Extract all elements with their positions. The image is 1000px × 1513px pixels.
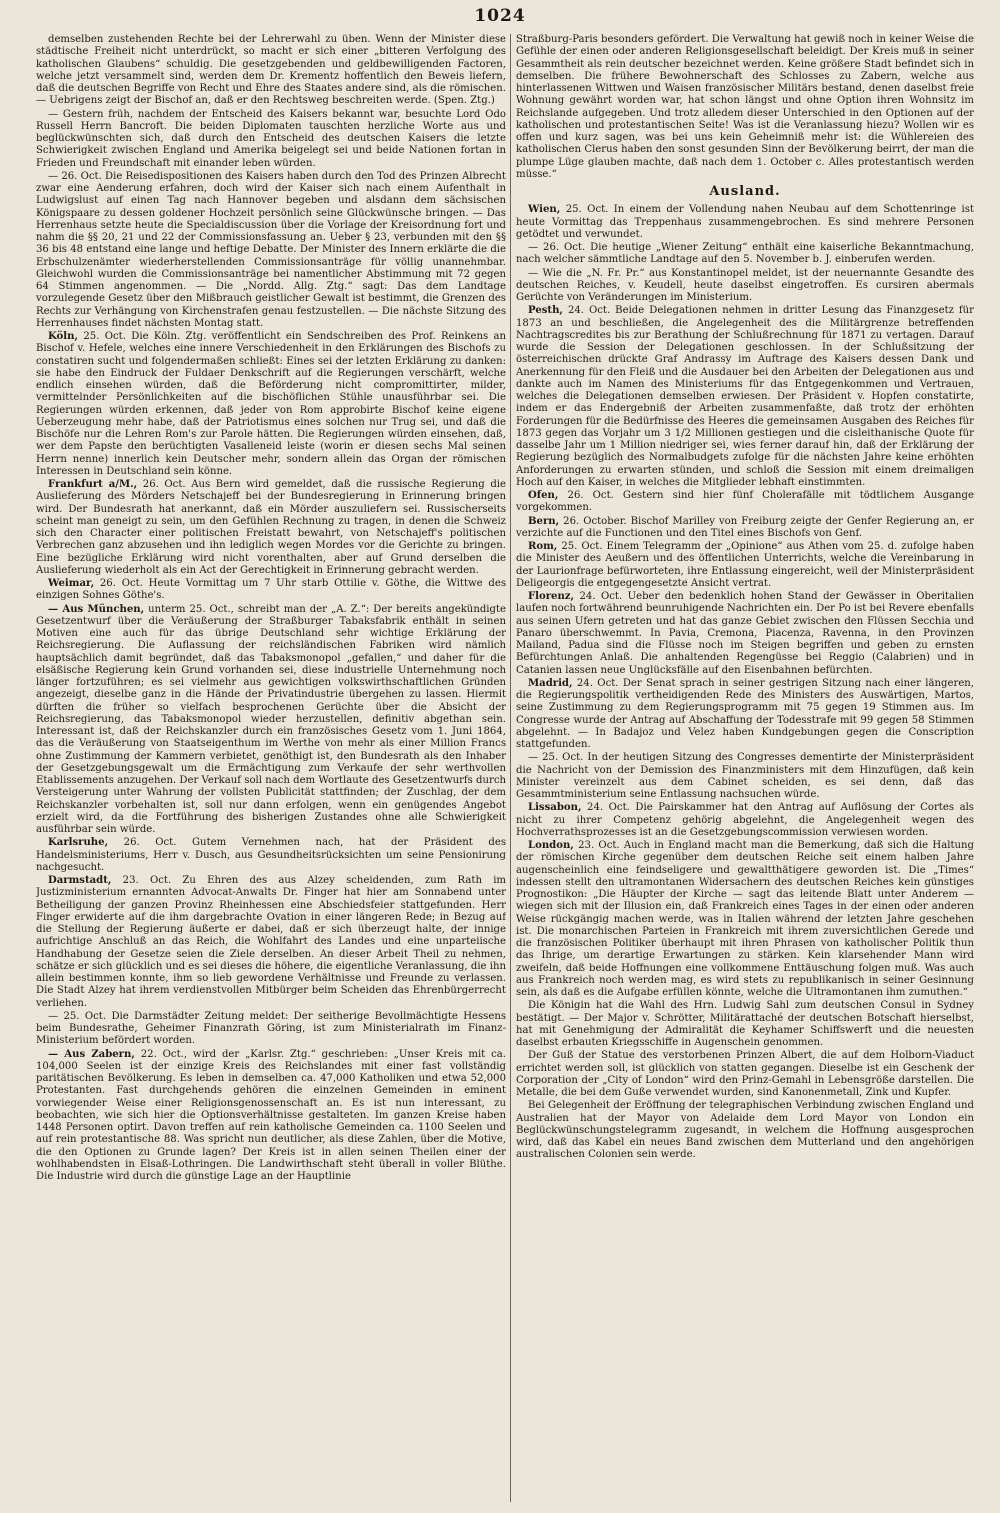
article-text: — 26. Oct. Die heutige „Wiener Zeitung“ enthält eine kaiserliche Bekanntmachung, nach welcher sämmtliche Landtage auf den 5. November b. J. einberufen werden. <box>516 242 974 266</box>
right-column <box>516 34 974 1502</box>
article-text: — 26. Oct. Die Reisedispositionen des Kaisers haben durch den Tod des Prinzen Albrecht zwar eine Aenderung erfahren, doch wird der Kaiser sich nach einem Aufenthalt in Ludwigslust auf einen Tag nach Hannover begeben und alsdann dem sächsischen Königspaare zu dessen goldener Hochzeit persönlich seine Glückwünsche bringen. — Das Herrenhaus setzte heute die Specialdiscussion über die Vorlage der Kreisordnung fort und nahm die §§ 20, 21 und 22 der Commissionsfassung an. Ueber § 23, verbunden mit den §§ 36 bis 48 entstand eine lange und heftige Debatte. Der Minister des Innern erklärte die die Erbschulzenämter wiederherstellenden Commissionsanträge für völlig unannehmbar. Gleichwohl wurden die Commissionsanträge bei namentlicher Abstimmung mit 72 gegen 64 Stimmen angenommen. — Die „Nordd. Allg. Ztg.“ sagt: Das dem Landtage vorzulegende Gesetz über den Mißbrauch geistlicher Gewalt ist bestimmt, die Grenzen des Rechts zur Verhängung von Kirchenstrafen genau festzustellen. — Die nächste Sitzung des Herrenhauses findet nächsten Montag statt. <box>36 170 506 329</box>
article-paragraph <box>516 591 974 677</box>
dateline: Köln, <box>48 331 78 342</box>
article-paragraph <box>516 1000 974 1049</box>
article-text: Der Guß der Statue des verstorbenen Prinzen Albert, die auf dem Holborn-Viaduct errichtet werden soll, ist glücklich von statten gegangen. Dieselbe ist ein Geschenk der Corporation der „City of London“ wird den Prinz-Gemahl in Lebensgröße darstellen. Die Metalle, die bei dem Guße verwendet wurden, sind Kanonenmetall, Zink und Kupfer. <box>516 1050 974 1098</box>
article-paragraph <box>36 171 506 330</box>
article-text: — 25. Oct. In der heutigen Sitzung des Congresses dementirte der Ministerpräsident die Nachricht von der Demission des Finanzministers mit dem Hinzufügen, daß kein Minister vereinzelt aus dem Cabinet scheiden, es sei denn, daß das Gesammtministerium seine Entlassung nachsuchen würde. <box>516 752 974 800</box>
dateline: Madrid, <box>528 677 573 689</box>
article-paragraph <box>516 490 974 515</box>
article-paragraph <box>36 875 506 1010</box>
article-paragraph <box>516 242 974 267</box>
article-paragraph <box>516 204 974 241</box>
dateline: Weimar, <box>48 578 95 589</box>
article-paragraph <box>36 34 506 108</box>
article-text: 24. Oct. Ueber den bedenklich hohen Stand der Gewässer in Oberitalien laufen noch fortwährend beunruhigende Nachrichten ein. Der Po ist bei Revere ebenfalls aus seinen Ufern getreten und hat das ganze Gebiet zwischen den Flüssen Secchia und Panaro überschwemmt. In Pavia, Cremona, Piacenza, Ravenna, in den Provinzen Mailand, Padua sind die Flüsse noch im Steigen begriffen und geben zu ernsten Befürchtungen Anlaß. Die anhaltenden Regengüsse bei Reggio (Calabrien) und in Catanien lassen neue Unglücksfälle auf den Eisenbahnen befürchten. <box>516 591 974 676</box>
article-paragraph <box>516 840 974 999</box>
article-paragraph <box>516 1100 974 1161</box>
column-divider <box>510 34 511 1502</box>
article-paragraph <box>36 479 506 577</box>
dateline: Frankfurt a/M., <box>48 479 138 490</box>
left-column <box>36 34 506 1502</box>
article-text: Bei Gelegenheit der Eröffnung der telegraphischen Verbindung zwischen England und Australien hat der Mayor von Adelaide dem Lord Mayor von London ein Beglückwünschungstelegramm zugesandt, in welchem die Hoffnung ausgesprochen wird, daß das Kabel ein neues Band zwischen dem Mutterland und den angehörigen australischen Colonien sein werde. <box>516 1100 974 1161</box>
article-text: 24. Oct. Der Senat sprach in seiner gestrigen Sitzung nach einer längeren, die Regierungspolitik vertheidigenden Rede des Ministers des Auswärtigen, Martos, seine Zustimmung zu dem Regierungsprogramm mit 75 gegen 19 Stimmen aus. Im Congresse wurde der Antrag auf Abschaffung der Todesstrafe mit 99 gegen 58 Stimmen abgelehnt. — In Badajoz und Velez haben Kundgebungen gegen die Conscription stattgefunden. <box>516 677 974 750</box>
article-text: 25. Oct. Die Köln. Ztg. veröffentlicht ein Sendschreiben des Prof. Reinkens an Bischof v. Hefele, welches eine innere Verschiedenheit in den Erklärungen des Bischofs zu constatiren sucht und folgendermaßen schließt: Eines sei der letzten Erklärung zu danken: sie habe den Eindruck der Fuldaer Denkschrift auf die Regierungen verschärft, welche endlich einsehen würden, daß die Beförderung nicht compromittirter, milder, vermittelnder Persönlichkeiten auf die bischöflichen Stühle unausführbar sei. Die Regierungen würden erkennen, daß jeder von Rom approbirte Bischof keine eigene Ueberzeugung mehr habe, daß der Patriotismus eines solchen nur Trug sei, und daß die Bischöfe nur die Lehren Rom's zur Parole hätten. Die Regierungen würden einsehen, daß, wer dem Papste den berüchtigten Vasalleneid leiste (worin er diesen sechs Mal seinen Herrn nenne) innerlich kein Deutscher mehr, sondern allein das Organ der römischen Interessen in Deutschland sein könne. <box>36 331 506 477</box>
article-paragraph <box>36 837 506 874</box>
dateline: — Aus Zabern, <box>48 1048 135 1060</box>
article-paragraph <box>516 305 974 489</box>
article-text: demselben zustehenden Rechte bei der Lehrerwahl zu üben. Wenn der Minister diese städtische Freiheit nicht unterdrückt, so macht er sich einer „bitteren Verfolgung des katholischen Glaubens“ schuldig. Die gesetzgebenden und geldbewilligenden Factoren, welche jetzt versammelt sind, werden dem Dr. Krementz hoffentlich den Beweis liefern, daß die deutschen Begriffe von Recht und Ehre des Staates andere sind, als die römischen. — Uebrigens zeigt der Bischof an, daß er den Rechtsweg beschreiten werde. (Spen. Ztg.) <box>36 34 506 107</box>
dateline: London, <box>528 840 574 851</box>
article-paragraph <box>516 541 974 590</box>
dateline: Wien, <box>528 204 561 216</box>
article-text: 26. Oct. Gutem Vernehmen nach, hat der Präsident des Handelsministeriums, Herr v. Dusch, aus Gesundheitsrücksichten um seine Pensionirung nachgesucht. <box>36 837 506 873</box>
article-text: 24. Oct. Beide Delegationen nehmen in dritter Lesung das Finanzgesetz für 1873 an und beschließen, die Angelegenheit des die Militärgrenze betreffenden Nachtragscredites bis zur Berathung der Schlußrechnung für 1871 zu vertagen. Darauf wurde die Session der Delegationen geschlossen. In der Schlußsitzung der österreichischen drückte Graf Andrassy im Auftrage des Kaisers dessen Dank und Anerkennung für den Fleiß und die Ausdauer bei den Arbeiten der Delegationen aus und dankte auch im Namen des Ministeriums für das Entgegenkommen und Vertrauen, welches die Delegationen demselben erwiesen. Der Präsident v. Hopfen constatirte, indem er das Endergebniß der Arbeiten zusammenfaßte, daß trotz der erhöhten Forderungen für die Bedürfnisse des Heeres die gemeinsamen Ausgaben des Reiches für 1873 gegen das Vorjahr um 3 1/2 Millionen gestiegen und die cisleithanische Quote für dasselbe Jahr um 1 Million niedriger sei, wies ferner darauf hin, daß der Erklärung der Regierung bezüglich des Normalbudgets zufolge für die nächsten Jahre keine erhöhten Anforderungen zu erwarten stünden, und schloß die Session mit einem dreimaligen Hoch auf den Kaiser, in welches die Mitglieder lebhaft einstimmten. <box>516 305 974 488</box>
section-heading-ausland: Ausland. <box>709 184 781 199</box>
article-text: Die Königin hat die Wahl des Hrn. Ludwig Sahl zum deutschen Consul in Sydney bestätigt. — Der Major v. Schrötter, Militärattaché der deutschen Botschaft hierselbst, hat mit Genehmigung der Admiralität die Keyhamer Schiffswerft und die neuesten daselbst erbauten Kriegsschiffe in Augenschein genommen. <box>516 1000 974 1048</box>
article-paragraph <box>36 331 506 478</box>
dateline: Ofen, <box>528 490 559 501</box>
article-paragraph <box>36 604 506 837</box>
article-paragraph <box>36 1049 506 1184</box>
dateline: Bern, <box>528 515 560 527</box>
article-paragraph <box>516 516 974 541</box>
dateline: Pesth, <box>528 305 563 317</box>
article-text: — 25. Oct. Die Darmstädter Zeitung meldet: Der seitherige Bevollmächtigte Hessens beim Bundesrathe, Geheimer Finanzrath Göring, ist zum Ministerialrath im Finanz-Ministerium befördert worden. <box>36 1010 506 1047</box>
article-paragraph <box>516 802 974 839</box>
article-text: 25. Oct. Einem Telegramm der „Opinione“ aus Athen vom 25. d. zufolge haben die Minister des Aeußern und des öffentlichen Unterrichts, welche die Vereinbarung in der Laurionfrage befürworteten, ihre Entlassung eingereicht, weil der Ministerpräsident Deligeorgis die entgegengesetzte Ansicht vertrat. <box>516 541 974 589</box>
article-text: 23. Oct. Auch in England macht man die Bemerkung, daß sich die Haltung der römischen Kirche gegenüber dem deutschen Reiche seit einem halben Jahre augenscheinlich eine feindseligere und gewaltthätigere geworden ist. Die „Times“ indessen stellt den ultramontanen Widersachern des deutschen Reiches kein günstiges Prognostikon: „Die Häupter der Kirche — sagt das leitende Blatt unter Anderem — wiegen sich mit der Illusion ein, daß Frankreich eines Tages in der einen oder anderen Weise rückgängig machen werde, was in Italien während der letzten Jahre geschehen ist. Die monarchischen Parteien in Frankreich mit ihrem zuversichtlichen Gerede und die französischen Politiker überhaupt mit ihren Phrasen von katholischer Politik thun das Ihrige, um derartige Erwartungen zu stärken. Kein klarsehender Mann wird zweifeln, daß beide Hoffnungen eine vollkommene Enttäuschung folgen muß. Was auch aus Frankreich noch werden mag, es wird stets zu republikanisch in seiner Gesinnung sein, als daß es die Aufgabe erfüllen könnte, welche die Ultramontanen ihm zumuthen.“ <box>516 840 974 998</box>
article-text: Straßburg-Paris besonders gefördert. Die Verwaltung hat gewiß noch in keiner Weise die Gefühle der einen oder anderen Religionsgesellschaft beleidigt. Der Kreis muß in seiner Gesammtheit als rein deutscher bezeichnet werden. Keine größere Stadt befindet sich in demselben. Die frühere Bewohnerschaft des Schlosses zu Zabern, welche aus hinterlassenen Wittwen und Waisen französischer Militärs bestand, denen daselbst freie Wohnung gewährt worden war, hat schon längst und ohne Option ihren Wohnsitz im Reichslande aufgegeben. Und trotz alledem dieser Unterschied in den Optionen auf der katholischen und protestantischen Seite! Was ist die Veranlassung hiezu? Wollen wir es offen und kurz sagen, was bei uns kein Geheimniß mehr ist: die Wühlereien des katholischen Clerus haben den sonst gesunden Sinn der Bevölkerung beirrt, der man die plumpe Lüge glauben machte, daß nach dem 1. October c. Alles protestantisch werden müsse.“ <box>516 34 974 180</box>
article-text: 26. Oct. Gestern sind hier fünf Cholerafälle mit tödtlichem Ausgange vorgekommen. <box>516 490 974 514</box>
article-text: 26. Oct. Aus Bern wird gemeldet, daß die russische Regierung die Auslieferung des Mörders Netschajeff bei der Bundesregierung in Erinnerung bringen wird. Der Bundesrath hat anerkannt, daß ein Mörder auszuliefern sei. Russischerseits scheint man geneigt zu sein, um den Gefühlen Rechnung zu tragen, in denen die Schweiz sich den Character einer politischen Freistatt bewahrt, von Netschajeff's politischen Verbrechen ganz abzusehen und ihn lediglich wegen Mordes vor die Gerichte zu bringen. Eine bezügliche Erklärung wird nicht vorenthalten, aber auf Grund derselben die Auslieferung wiederholt als ein Act der Gerechtigkeit in Erinnerung gebracht werden. <box>36 479 506 576</box>
article-paragraph <box>516 1050 974 1099</box>
dateline: Rom, <box>528 541 558 552</box>
article-text: 25. Oct. In einem der Vollendung nahen Neubau auf dem Schottenringe ist heute Vormittag das Treppenhaus zusammengebrochen. Es sind mehrere Personen getödtet und verwundet. <box>516 204 974 240</box>
article-text: 24. Oct. Die Pairskammer hat den Antrag auf Auflösung der Cortes als nicht zu ihrer Competenz gehörig abgelehnt, die Angelegenheit wegen des Hochverrathsprozesses ist an die Gesetzgebungscommission verwiesen worden. <box>516 802 974 838</box>
dateline: Darmstadt, <box>48 875 112 886</box>
article-text: 26. Oct. Heute Vormittag um 7 Uhr starb Ottilie v. Göthe, die Wittwe des einzigen Sohnes Göthe's. <box>36 578 506 602</box>
dateline: Karlsruhe, <box>48 837 109 849</box>
article-paragraph <box>516 268 974 305</box>
article-paragraph <box>36 109 506 170</box>
article-text: unterm 25. Oct., schreibt man der „A. Z.“: Der bereits angekündigte Gesetzentwurf über die Veräußerung der Straßburger Tabaksfabrik enthält in seinen Motiven eine auch für das übrige Deutschland sehr wichtige Erklärung der Reichsregierung. Die Auflassung der reichsländischen Fabriken wird nämlich hauptsächlich damit begründet, daß das Tabaksmonopol „gefallen,“ und daher für die elsäßische Regierung kein Grund vorhanden sei, diese industrielle Unternehmung noch länger fortzuführen; es sei vielmehr aus gewichtigen volkswirthschaftlichen Gründen angezeigt, dieselbe ganz in die Hände der Privatindustrie übergehen zu lassen. Hiermit dürften die früher so vielfach besprochenen Gerüchte über die Absicht der Reichsregierung, das Tabaksmonopol wieder herzustellen, definitiv abgethan sein. Interessant ist, daß der Reichskanzler durch ein französisches Gesetz vom 1. Juni 1864, das die Veräußerung von Staatseigenthum im Werthe von mehr als einer Million Francs ohne Zustimmung der Kammern verbietet, genöthigt ist, den Bundesrath als den Inhaber der Gesetzgebungsgewalt um die Ermächtigung zum Verkaufe der sehr werthvollen Etablissements anzugehen. Der Verkauf soll nach dem Wortlaute des Gesetzentwurfs durch Versteigerung unter Wahrung der vollsten Publicität stattfinden; der Zuschlag, der dem Reichskanzler vorbehalten ist, soll nur dann erfolgen, wenn ein genügendes Angebot erzielt wird, da die Fortführung des bisherigen Zustandes ohne alle Schwierigkeit ausführbar sein würde. <box>36 603 506 835</box>
article-paragraph <box>516 752 974 801</box>
article-text: — Wie die „N. Fr. Pr.“ aus Konstantinopel meldet, ist der neuernannte Gesandte des deutschen Reiches, v. Keudell, heute daselbst eingetroffen. Es cursiren abermals Gerüchte von Veränderungen im Ministerium. <box>516 267 974 303</box>
article-paragraph <box>516 678 974 752</box>
article-paragraph <box>36 1011 506 1048</box>
dateline: Florenz, <box>528 591 575 602</box>
article-text: — Gestern früh, nachdem der Entscheid des Kaisers bekannt war, besuchte Lord Odo Russell Herrn Bancroft. Die beiden Diplomaten tauschten herzliche Worte aus und beglückwünschten sich, daß durch den Entscheid des deutschen Kaisers die letzte Schwierigkeit zwischen England und Amerika beigelegt sei und beide Nationen fortan in Frieden und Freundschaft mit einander leben würden. <box>36 108 506 169</box>
article-paragraph <box>516 34 974 181</box>
article-text: 22. Oct., wird der „Karlsr. Ztg.“ geschrieben: „Unser Kreis mit ca. 104,000 Seelen ist der einzige Kreis des Reichslandes mit einer fast vollständig paritätischen Bevölkerung. Es leben in demselben ca. 47,000 Katholiken und etwa 52,000 Protestanten. Fast durchgehends gehören die einzelnen Gemeinden in eminent vorwiegender Weise einer Religionsgenossenschaft an. Es ist nun interessant, zu beobachten, wie sich hier die Optionsverhältnisse gestalteten. Im ganzen Kreise haben 1448 Personen optirt. Davon treffen auf rein katholische Gemeinden ca. 1100 Seelen und auf rein protestantische 88. Was spricht nun deutlicher, als diese Zahlen, über die Motive, die den Optionen zu Grunde lagen? Der Kreis ist in allen seinen Theilen einer der wohlhabendsten in Elsaß-Lothringen. Die Landwirthschaft steht überall in voller Blüthe. Die Industrie wird durch die günstige Lage an der Hauptlinie <box>36 1048 506 1182</box>
article-paragraph <box>36 578 506 603</box>
article-text: 23. Oct. Zu Ehren des aus Alzey scheidenden, zum Rath im Justizministerium ernannten Advocat-Anwalts Dr. Finger hat hier am Sonnabend unter Betheiligung der ganzen Provinz Rheinhessen eine Abschiedsfeier stattgefunden. Herr Finger erwiderte auf die ihm dargebrachte Ovation in einer längeren Rede; in Bezug auf die Stellung der Regierung äußerte er dabei, daß er sich überzeugt halte, der innige aufrichtige Anschluß an das Reich, die Wohlfahrt des Landes und eine unparteiische Handhabung der Gesetze seien die Ziele derselben. An dieser Arbeit Theil zu nehmen, schätze er sich glücklich und es sei dieses die höhere, die eigentliche Veranlassung, die ihn allein bestimmen konnte, ihm so lieb gewordene Verhältnisse und Freunde zu verlassen. Die Stadt Alzey hat ihrem verdienstvollen Mitbürger beim Scheiden das Ehrenbürgerrecht verliehen. <box>36 875 506 1009</box>
dateline: Lissabon, <box>528 802 582 814</box>
page-number: 1024 <box>474 6 526 26</box>
dateline: — Aus München, <box>48 603 145 615</box>
article-text: 26. October. Bischof Marilley von Freiburg zeigte der Genfer Regierung an, er verzichte auf die Functionen und den Titel eines Bischofs von Genf. <box>516 515 974 539</box>
